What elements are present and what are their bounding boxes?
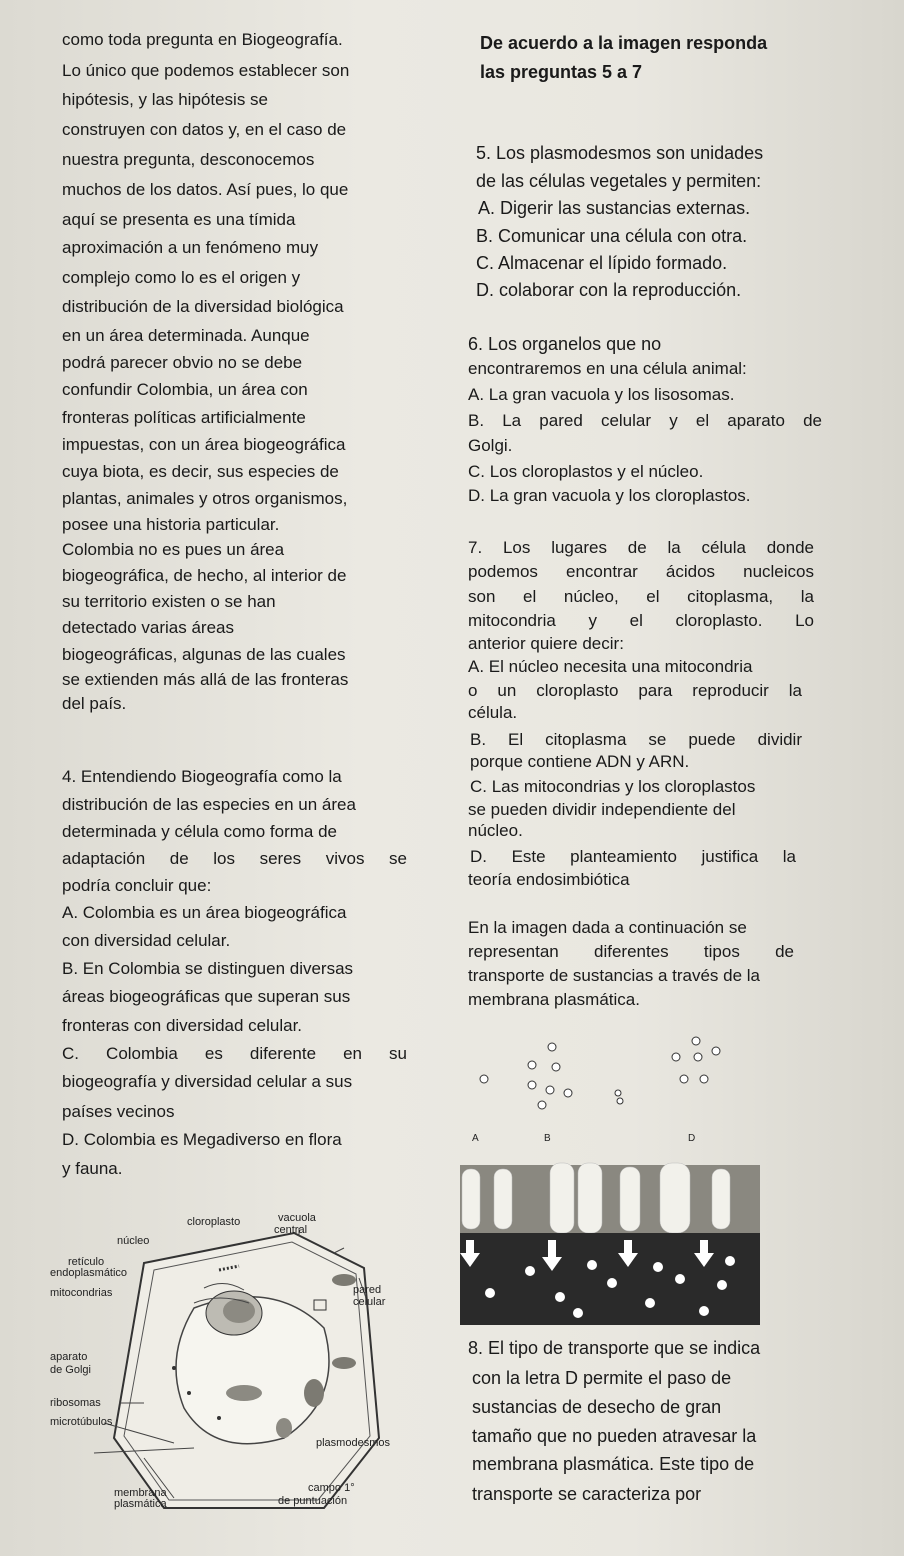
option-d: D. colaborar con la reproducción. (476, 280, 742, 300)
question-5-line: 5. Los plasmodesmos son unidades (476, 143, 764, 163)
intro-line: como toda pregunta en Biogeografía. (62, 30, 343, 49)
option-b: B. Comunicar una célula con otra. (476, 226, 748, 246)
intro-line: confundir Colombia, un área con (62, 380, 308, 399)
option-d-line: teoría endosimbiótica (468, 870, 630, 889)
label-nucleo: núcleo (117, 1235, 150, 1247)
question-6-line: 6. Los organelos que no (468, 334, 662, 354)
label-ribosomas: ribosomas (50, 1397, 101, 1409)
option-b-line: áreas biogeográficas que superan sus (62, 987, 351, 1006)
option-b-line: porque contiene ADN y ARN. (470, 752, 690, 771)
question-7-line: podemos encontrar ácidos nucleicos (468, 562, 814, 581)
question-4-line: determinada y célula como forma de (62, 822, 337, 841)
intro-line: se extienden más allá de las fronteras (62, 670, 349, 689)
intro-line: Colombia no es pues un área (62, 540, 285, 559)
intro-line: construyen con datos y, en el caso de (62, 120, 347, 139)
intro-line: podrá parecer obvio no se debe (62, 353, 303, 372)
label-mitocondrias: mitocondrias (50, 1287, 113, 1299)
option-d-line: y fauna. (62, 1159, 123, 1178)
label-endoplasmatico: endoplasmático (50, 1267, 128, 1279)
label-reticulo: retículo (68, 1256, 105, 1268)
intro-line: hipótesis, y las hipótesis se (62, 90, 268, 109)
label-plasmatica: plasmática (114, 1498, 167, 1510)
intro-line: Lo único que podemos establecer son (62, 61, 350, 80)
intro-line: del país. (62, 694, 127, 713)
intro-line: impuestas, con un área biogeográfica (62, 435, 346, 454)
intro-line: fronteras políticas artificialmente (62, 408, 306, 427)
option-b: B. En Colombia se distinguen diversas (62, 959, 354, 978)
option-c: C. Los cloroplastos y el núcleo. (468, 462, 704, 481)
transport-intro-line: En la imagen dada a continuación se (468, 918, 747, 937)
question-6-line: encontraremos en una célula animal: (468, 359, 747, 378)
label-aparato: aparato (50, 1351, 88, 1363)
transport-intro-line: representan diferentes tipos de (468, 942, 794, 961)
option-b-line: fronteras con diversidad celular. (62, 1016, 303, 1035)
label-a: A (472, 1133, 479, 1144)
option-d: D. La gran vacuola y los cloroplastos. (468, 486, 751, 505)
option-c: C. Almacenar el lípido formado. (476, 253, 728, 273)
option-a-line: con diversidad celular. (62, 931, 231, 950)
label-membrana: membrana (114, 1487, 167, 1499)
question-4-line: distribución de las especies en un área (62, 795, 356, 814)
question-8-line: tamaño que no pueden atravesar la (472, 1426, 757, 1446)
option-a: A. La gran vacuola y los lisosomas. (468, 385, 735, 404)
label-de-golgi: de Golgi (50, 1364, 91, 1376)
intro-line: posee una historia particular. (62, 515, 280, 534)
label-b: B (544, 1133, 551, 1144)
option-a: A. Colombia es un área biogeográfica (62, 903, 347, 922)
label-plasmodesmos: plasmodesmos (316, 1437, 390, 1449)
option-c: C. Colombia es diferente en su (62, 1044, 407, 1063)
label-central: central (274, 1224, 308, 1236)
intro-line: biogeográficas, algunas de las cuales (62, 645, 346, 664)
question-7-line: 7. Los lugares de la célula donde (468, 538, 814, 557)
question-4-line: 4. Entendiendo Biogeografía como la (62, 767, 342, 786)
question-8-line: con la letra D permite el paso de (472, 1368, 732, 1388)
intro-line: cuya biota, es decir, sus especies de (62, 462, 339, 481)
option-a-line: célula. (468, 703, 518, 722)
label-d: D (688, 1133, 696, 1144)
option-c: C. Las mitocondrias y los cloroplastos (470, 777, 756, 796)
membrane-transport-diagram (460, 1035, 760, 1325)
option-a-line: o un cloroplasto para reproducir la (468, 681, 802, 700)
option-c-line: núcleo. (468, 821, 523, 840)
intro-line: en un área determinada. Aunque (62, 326, 310, 345)
question-5-line: de las células vegetales y permiten: (476, 171, 762, 191)
question-8-line: transporte se caracteriza por (472, 1484, 702, 1504)
intro-line: biogeográfica, de hecho, al interior de (62, 566, 347, 585)
question-8-line: sustancias de desecho de gran (472, 1397, 722, 1417)
option-d: D. Colombia es Megadiverso en flora (62, 1130, 342, 1149)
question-7-line: anterior quiere decir: (468, 634, 624, 653)
label-celular: celular (353, 1296, 386, 1308)
question-8-line: 8. El tipo de transporte que se indica (468, 1338, 761, 1358)
membrane-transport-illustration (460, 1035, 760, 1325)
option-d: D. Este planteamiento justifica la (470, 847, 796, 866)
label-vacuola: vacuola (278, 1212, 316, 1224)
plant-cell-illustration (44, 1208, 444, 1528)
intro-line: distribución de la diversidad biológica (62, 297, 344, 316)
intro-line: aquí se presenta es una tímida (62, 210, 296, 229)
option-a: A. El núcleo necesita una mitocondria (468, 657, 753, 676)
label-pared: pared (353, 1284, 382, 1296)
transport-intro-line: membrana plasmática. (468, 990, 640, 1009)
intro-line: nuestra pregunta, desconocemos (62, 150, 315, 169)
plant-cell-diagram (44, 1208, 444, 1528)
label-de-puntuacion: de puntuación (278, 1495, 348, 1507)
option-b: B. El citoplasma se puede dividir (470, 730, 802, 749)
option-b-line: Golgi. (468, 436, 513, 455)
option-c-line: países vecinos (62, 1102, 175, 1121)
label-campo: campo 1° (308, 1482, 355, 1494)
intro-line: muchos de los datos. Así pues, lo que (62, 180, 349, 199)
intro-line: aproximación a un fenómeno muy (62, 238, 319, 257)
intro-line: su territorio existen o se han (62, 592, 276, 611)
transport-intro-line: transporte de sustancias a través de la (468, 966, 760, 985)
option-b: B. La pared celular y el aparato de (468, 411, 822, 430)
question-4-line: podría concluir que: (62, 876, 212, 895)
question-7-line: son el núcleo, el citoplasma, la (468, 587, 814, 606)
intro-line: plantas, animales y otros organismos, (62, 489, 348, 508)
option-c-line: se pueden dividir independiente del (468, 800, 736, 819)
heading-line: De acuerdo a la imagen responda (480, 33, 768, 53)
label-cloroplasto: cloroplasto (187, 1216, 241, 1228)
question-8-line: membrana plasmática. Este tipo de (472, 1454, 755, 1474)
label-microtubulos: microtúbulos (50, 1416, 113, 1428)
heading-line: las preguntas 5 a 7 (480, 62, 643, 82)
intro-line: detectado varias áreas (62, 618, 234, 637)
question-4-line: adaptación de los seres vivos se (62, 849, 407, 868)
question-7-line: mitocondria y el cloroplasto. Lo (468, 611, 814, 630)
option-a: A. Digerir las sustancias externas. (478, 198, 751, 218)
option-c-line: biogeografía y diversidad celular a sus (62, 1072, 353, 1091)
intro-line: complejo como lo es el origen y (62, 268, 301, 287)
